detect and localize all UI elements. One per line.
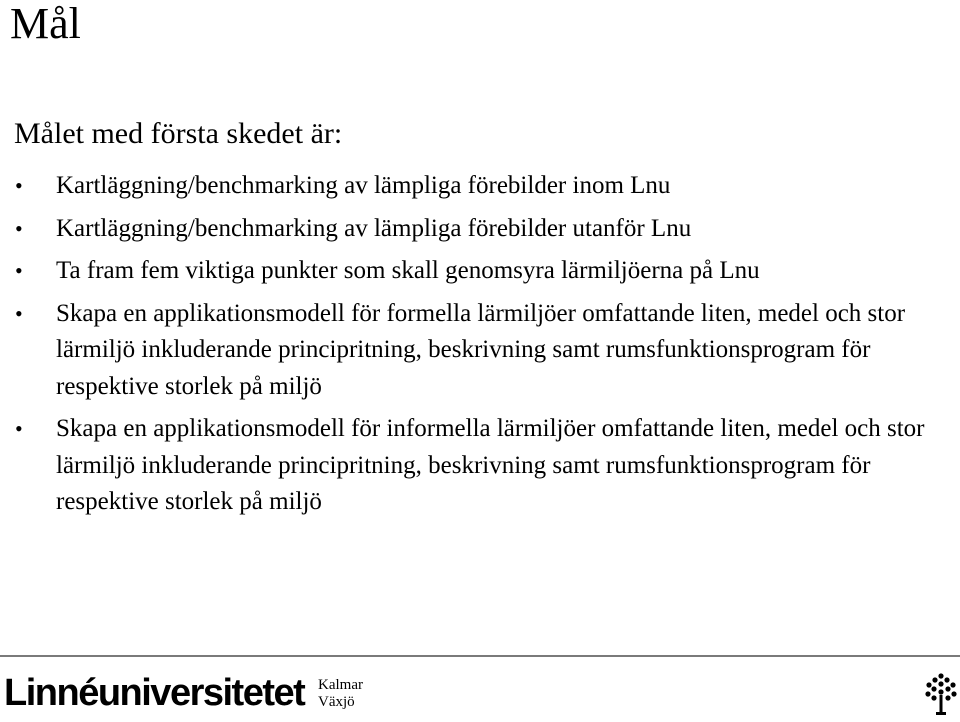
bullet-item [0, 211, 940, 248]
university-logo: Linnéuniversitetet [4, 672, 305, 714]
bullet-marker: • [15, 173, 23, 198]
slide-subtitle: Målet med första skedet är: [14, 117, 343, 150]
bullet-text: Ta fram fem viktiga punkter som skall genomsyra lärmiljöerna på Lnu [56, 257, 760, 284]
city-vaxjo: Växjö [318, 694, 355, 710]
bullet-marker: • [15, 215, 23, 241]
logo-city-names [318, 677, 363, 711]
bullet-item [0, 253, 940, 290]
bullet-text: Kartläggning/benchmarking av lämpliga förebilder utanför Lnu [56, 214, 692, 242]
city-kalmar: Kalmar [318, 677, 363, 693]
footer-divider [0, 655, 960, 657]
bullet-item [0, 296, 940, 406]
bullet-marker: • [15, 416, 23, 441]
tree-icon [924, 672, 958, 716]
slide-title: Mål [10, 0, 81, 48]
bullet-marker: • [15, 258, 23, 283]
bullet-text: Skapa en applikationsmodell för informella lärmiljöer omfattande liten, medel och stor lärmiljö inkluderande principritning, beskrivning samt rumsfunktionsprogram för respektive storlek på miljö [56, 415, 925, 515]
bullet-text: Skapa en applikationsmodell för formella lärmiljöer omfattande liten, medel och stor lärmiljö inkluderande principritning, beskrivning samt rumsfunktionsprogram för respektive storlek på miljö [56, 299, 906, 400]
bullet-list [0, 168, 940, 527]
bullet-marker: • [15, 300, 23, 326]
bullet-text: Kartläggning/benchmarking av lämpliga förebilder inom Lnu [56, 172, 671, 199]
bullet-item [0, 411, 940, 521]
bullet-item [0, 168, 940, 205]
